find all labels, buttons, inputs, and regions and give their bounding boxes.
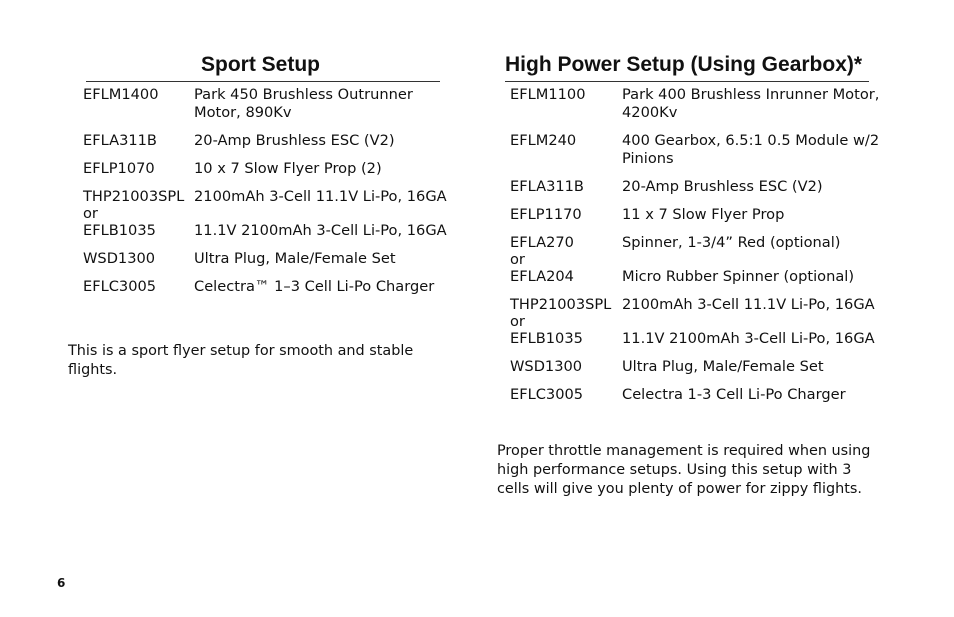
parts-row	[83, 250, 453, 268]
part-number: EFLP1070	[83, 160, 155, 177]
part-description: Park 450 Brushless Outrunner Motor, 890Kv	[194, 86, 413, 121]
part-description: 20-Amp Brushless ESC (V2)	[622, 178, 823, 195]
part-description: 11.1V 2100mAh 3-Cell Li-Po, 16GA	[194, 222, 447, 239]
part-number: EFLC3005	[83, 278, 157, 295]
part-description: 10 x 7 Slow Flyer Prop (2)	[194, 160, 382, 177]
or-separator: or	[510, 251, 525, 268]
part-description: Park 400 Brushless Inrunner Motor, 4200Kv	[622, 86, 880, 121]
parts-row	[510, 296, 880, 330]
parts-row	[83, 132, 453, 150]
sport-setup-divider	[86, 81, 440, 82]
sport-setup-note: This is a sport flyer setup for smooth and stable flights.	[68, 343, 414, 378]
part-description: Ultra Plug, Male/Female Set	[622, 358, 824, 375]
or-separator: or	[83, 205, 98, 222]
sport-setup-title: Sport Setup	[201, 53, 320, 76]
high-power-setup-note: Proper throttle management is required when using high performance setups. Using this setup with 3 cells will give you plenty of power for zippy flights.	[497, 443, 871, 497]
parts-row	[83, 86, 453, 122]
part-number	[510, 234, 622, 268]
parts-row	[510, 178, 880, 196]
part-description: Spinner, 1-3/4” Red (optional)	[622, 234, 841, 251]
part-number: EFLM1400	[83, 86, 159, 103]
part-number: EFLB1035	[510, 330, 583, 347]
part-number-text: THP21003SPL	[83, 188, 185, 205]
part-number: EFLM1100	[510, 86, 586, 103]
parts-row	[510, 268, 880, 286]
part-number: EFLM240	[510, 132, 577, 149]
part-description: 2100mAh 3-Cell 11.1V Li-Po, 16GA	[622, 296, 875, 313]
part-description: 11 x 7 Slow Flyer Prop	[622, 206, 785, 223]
part-number: EFLA311B	[83, 132, 157, 149]
part-description: 400 Gearbox, 6.5:1 0.5 Module w/2 Pinions	[622, 132, 880, 167]
part-description: Celectra™ 1–3 Cell Li-Po Charger	[194, 278, 435, 295]
part-description: Celectra 1-3 Cell Li-Po Charger	[622, 386, 846, 403]
part-number: EFLA311B	[510, 178, 584, 195]
part-number: EFLB1035	[83, 222, 156, 239]
part-description: Micro Rubber Spinner (optional)	[622, 268, 855, 285]
part-number: WSD1300	[510, 358, 583, 375]
part-number: EFLC3005	[510, 386, 584, 403]
part-description: 20-Amp Brushless ESC (V2)	[194, 132, 395, 149]
high-power-setup-parts-list	[510, 86, 880, 404]
or-separator: or	[510, 313, 525, 330]
parts-row	[510, 86, 880, 122]
high-power-setup-title: High Power Setup (Using Gearbox)*	[505, 53, 863, 76]
sport-setup-parts-list	[83, 86, 453, 296]
parts-row	[510, 234, 880, 268]
high-power-setup-divider	[505, 81, 869, 82]
page-number: 6	[57, 576, 66, 590]
parts-row	[510, 386, 880, 404]
parts-row	[510, 358, 880, 376]
part-description: 11.1V 2100mAh 3-Cell Li-Po, 16GA	[622, 330, 875, 347]
part-number: WSD1300	[83, 250, 156, 267]
part-description: 2100mAh 3-Cell 11.1V Li-Po, 16GA	[194, 188, 447, 205]
part-number: EFLA204	[510, 268, 574, 285]
part-number: EFLP1170	[510, 206, 582, 223]
part-description: Ultra Plug, Male/Female Set	[194, 250, 396, 267]
parts-row	[83, 188, 453, 222]
parts-row	[510, 132, 880, 168]
part-number	[510, 296, 622, 330]
parts-row	[83, 222, 453, 240]
parts-row	[510, 330, 880, 348]
part-number-text: THP21003SPL	[510, 296, 612, 313]
parts-row	[510, 206, 880, 224]
part-number	[83, 188, 194, 222]
parts-row	[83, 160, 453, 178]
parts-row	[83, 278, 453, 296]
part-number-text: EFLA270	[510, 234, 574, 251]
